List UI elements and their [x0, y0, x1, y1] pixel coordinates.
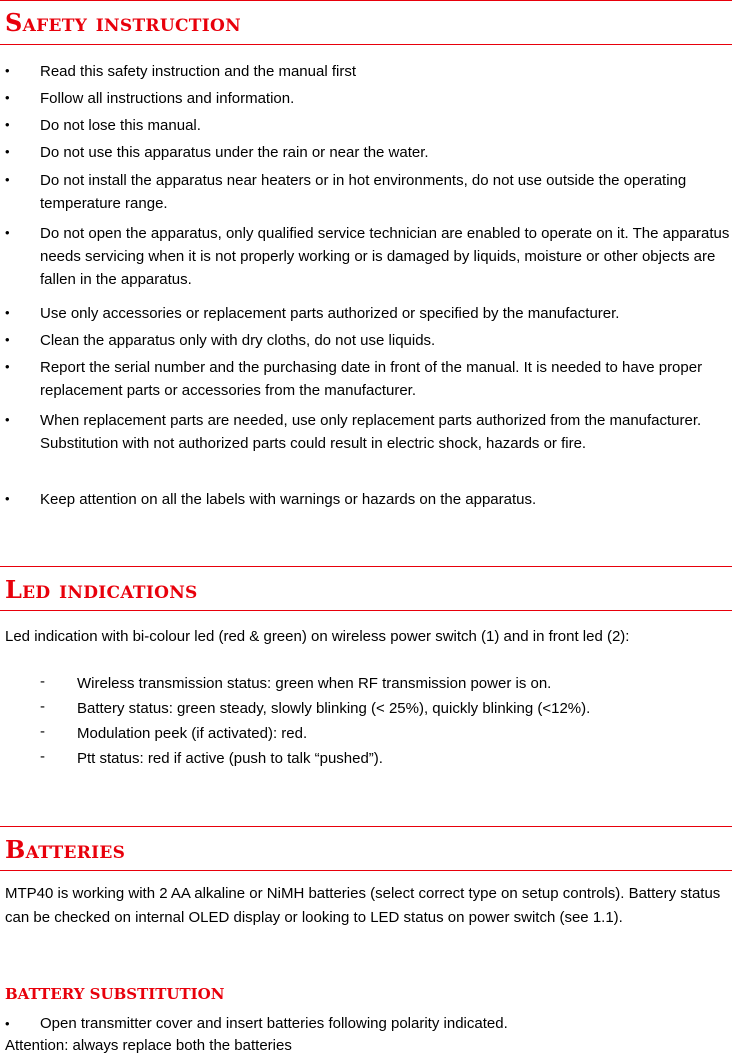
safety-section-title: Safety instruction — [5, 8, 241, 37]
safety-item: Clean the apparatus only with dry cloths, do not use liquids. — [40, 332, 436, 349]
bullet-icon: • — [5, 491, 10, 506]
batteries-paragraph: MTP40 is working with 2 AA alkaline or NiMH batteries (select correct type on setup controls). Battery status can be checked on internal OLED display or looking to LED status on power switch (see 1.1). — [5, 885, 721, 926]
bullet-icon: • — [5, 412, 10, 427]
safety-item: Do not use this apparatus under the rain or near the water. — [40, 144, 429, 161]
led-section-header — [0, 566, 732, 611]
dash-bullet: - — [40, 723, 45, 740]
safety-item: Use only accessories or replacement parts authorized or specified by the manufacturer. — [40, 305, 620, 322]
safety-item: Read this safety instruction and the manual first — [40, 63, 356, 80]
bullet-icon: • — [5, 63, 10, 78]
battery-substitution-item: Open transmitter cover and insert batteries following polarity indicated. — [40, 1015, 508, 1032]
led-intro: Led indication with bi-colour led (red & green) on wireless power switch (1) and in front led (2): — [5, 628, 630, 645]
bullet-icon: • — [5, 172, 10, 187]
led-section-title: Led indications — [5, 575, 198, 604]
bullet-icon: • — [5, 305, 10, 320]
led-item: Modulation peek (if activated): red. — [77, 725, 308, 742]
battery-attention: Attention: always replace both the batteries — [5, 1037, 292, 1054]
safety-item: When replacement parts are needed, use only replacement parts authorized from the manufacturer. Substitution with not authorized parts could result in electric shock, hazards or fire. — [40, 412, 702, 452]
bullet-icon: • — [5, 359, 10, 374]
dash-bullet: - — [40, 748, 45, 765]
safety-item: Do not install the apparatus near heaters or in hot environments, do not use outside the operating temperature range. — [40, 172, 687, 212]
dash-bullet: - — [40, 673, 45, 690]
safety-item: Do not open the apparatus, only qualified service technician are enabled to operate on it. The apparatus needs servicing when it is not properly working or is damaged by liquids, moisture or other objects are fallen in the apparatus. — [40, 225, 730, 288]
led-item: Ptt status: red if active (push to talk “pushed”). — [77, 750, 383, 767]
led-item: Wireless transmission status: green when RF transmission power is on. — [77, 675, 552, 692]
led-item: Battery status: green steady, slowly blinking (< 25%), quickly blinking (<12%). — [77, 700, 591, 717]
batteries-section-title: Batteries — [5, 835, 126, 864]
safety-item: Report the serial number and the purchasing date in front of the manual. It is needed to have proper replacement parts or accessories from the manufacturer. — [40, 359, 703, 399]
bullet-icon: • — [5, 144, 10, 159]
bullet-icon: • — [5, 332, 10, 347]
bullet-icon: • — [5, 117, 10, 132]
bullet-icon: • — [5, 90, 10, 105]
safety-item: Keep attention on all the labels with warnings or hazards on the apparatus. — [40, 491, 537, 508]
bullet-icon: • — [5, 225, 10, 240]
safety-section-header — [0, 0, 732, 45]
batteries-section-header — [0, 826, 732, 871]
safety-item: Do not lose this manual. — [40, 117, 201, 134]
battery-substitution-title: BATTERY SUBSTITUTION — [5, 985, 225, 1003]
bullet-icon: • — [5, 1016, 10, 1031]
safety-item: Follow all instructions and information. — [40, 90, 295, 107]
dash-bullet: - — [40, 698, 45, 715]
